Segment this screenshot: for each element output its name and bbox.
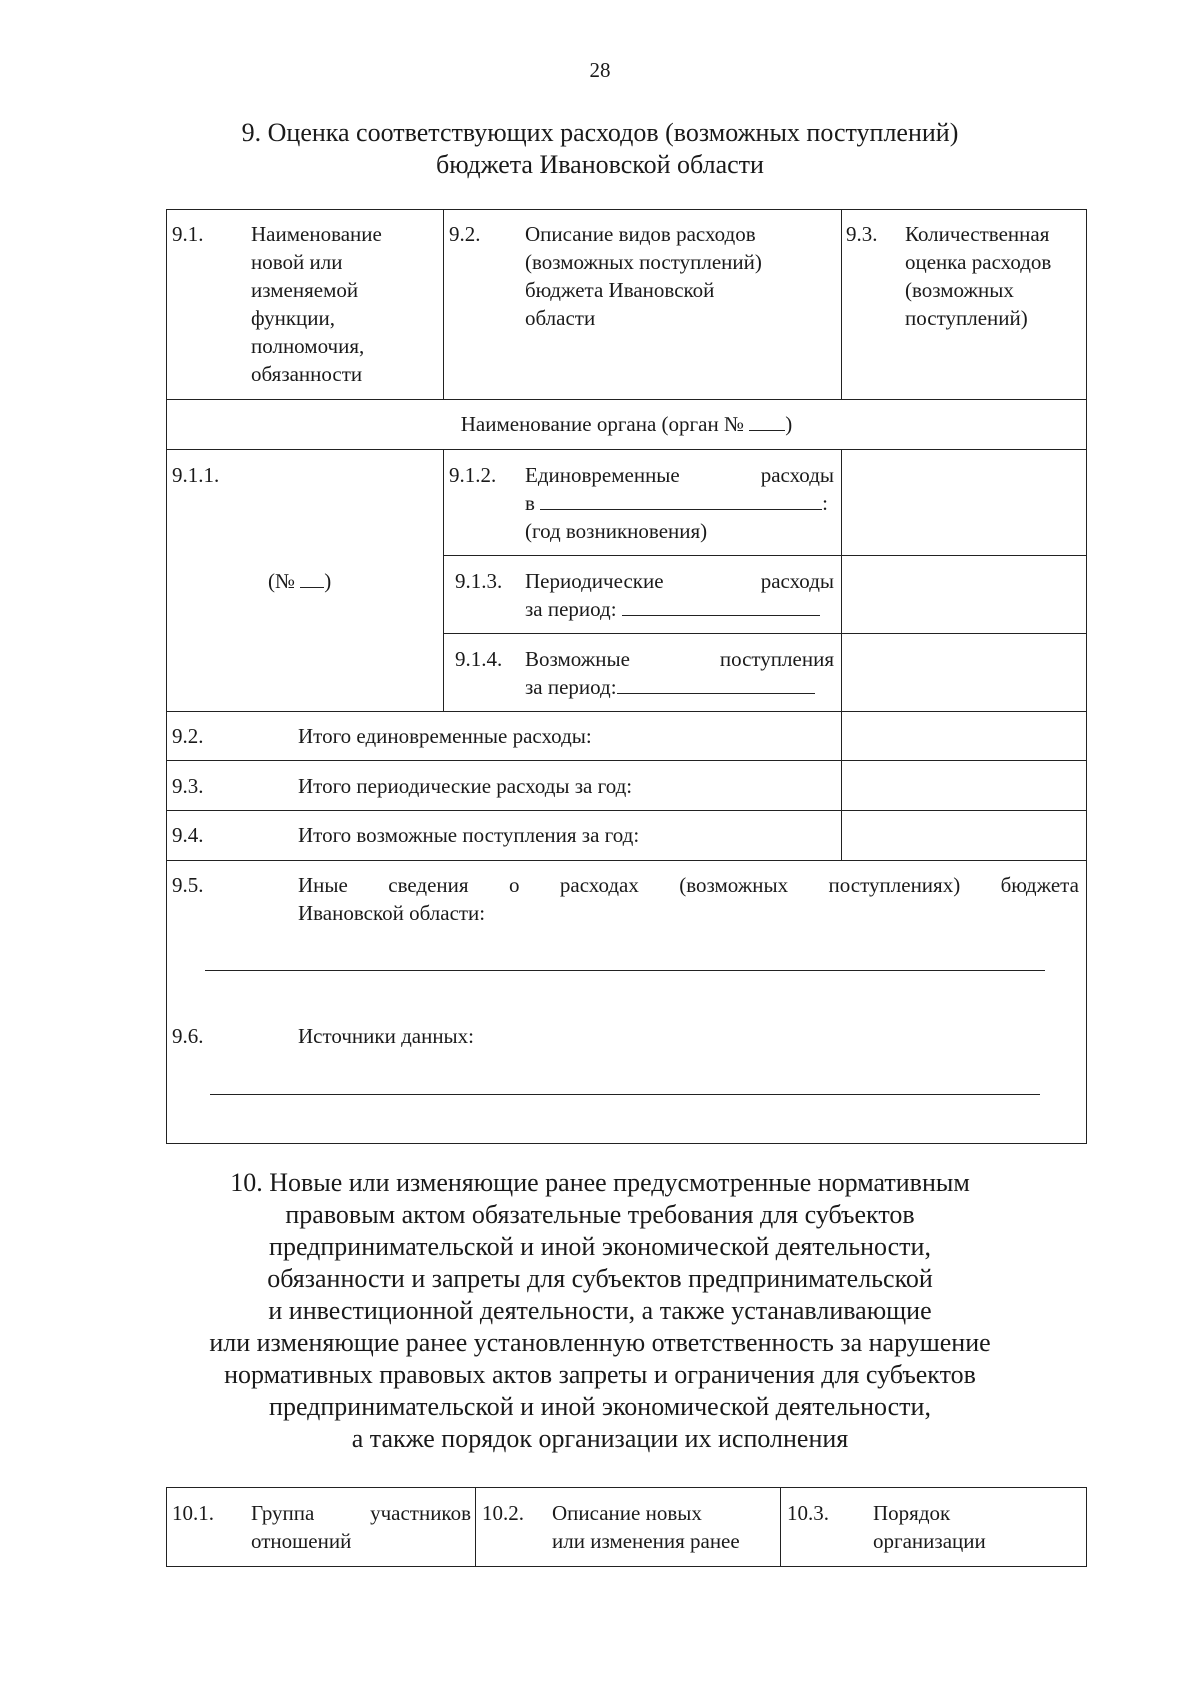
other-info-word: поступлениях) <box>828 873 961 897</box>
col-10-2-header <box>552 1499 740 1555</box>
table-column-rule <box>475 1487 476 1567</box>
item-9-1-4-number: 9.1.4. <box>455 647 503 671</box>
section-9-heading <box>0 117 1200 181</box>
header-line: или изменения ранее <box>552 1529 740 1553</box>
other-info-answer-line <box>205 970 1045 971</box>
total-label: Итого единовременные расходы: <box>298 724 592 748</box>
item-9-1-2-text <box>525 461 834 545</box>
col-10-1-word: Группа <box>251 1501 315 1525</box>
other-info-number: 9.5. <box>172 873 204 897</box>
col-9-1-header <box>251 220 382 388</box>
col-10-1-line-2: отношений <box>251 1529 352 1553</box>
table-rule <box>166 760 1087 761</box>
header-line: Наименование <box>251 222 382 246</box>
item-9-1-2-colon: : <box>822 491 829 515</box>
section-10-heading-line: предпринимательской и иной экономической деятельности, <box>269 1392 931 1421</box>
function-number-prefix: (№ <box>268 569 301 593</box>
other-info-word: Иные <box>298 873 348 897</box>
data-sources-label: Источники данных: <box>298 1024 474 1048</box>
col-10-1-number: 10.1. <box>172 1501 214 1525</box>
header-line: (возможных поступлений) <box>525 250 762 274</box>
item-9-1-3-number: 9.1.3. <box>455 569 503 593</box>
other-info-word: расходах <box>559 873 639 897</box>
header-line: Порядок <box>873 1501 951 1525</box>
section-10-heading-line: а также порядок организации их исполнения <box>351 1424 849 1453</box>
other-info-word: о <box>508 873 520 897</box>
col-9-2-number: 9.2. <box>449 222 481 246</box>
header-line: организации <box>873 1529 986 1553</box>
section-10-heading-line: правовым актом обязательные требования для субъектов <box>285 1200 915 1229</box>
col-10-1-line-1 <box>251 1499 471 1527</box>
col-9-3-number: 9.3. <box>846 222 878 246</box>
item-9-1-2-line-1 <box>525 461 834 489</box>
table-column-rule <box>443 449 444 711</box>
organ-number-blank <box>749 410 785 431</box>
total-number: 9.2. <box>172 724 204 748</box>
col-10-3-number: 10.3. <box>787 1501 829 1525</box>
page-number: 28 <box>589 58 611 82</box>
organ-name-label: Наименование органа (орган № <box>460 412 750 436</box>
section-9-heading-line-1: 9. Оценка соответствующих расходов (возможных поступлений) <box>241 118 959 147</box>
item-9-1-3-word: Периодические <box>525 569 664 593</box>
header-line: Количественная <box>905 222 1050 246</box>
item-9-1-2-word: расходы <box>760 463 834 487</box>
header-line: поступлений) <box>905 306 1028 330</box>
item-9-1-1-number: 9.1.1. <box>172 463 220 487</box>
header-line: Описание видов расходов <box>525 222 756 246</box>
section-10-heading-line: 10. Новые или изменяющие ранее предусмотренные нормативным <box>230 1168 970 1197</box>
organ-name-row <box>166 410 1087 438</box>
other-info-word: сведения <box>388 873 469 897</box>
item-9-1-4-blank <box>617 673 815 694</box>
header-line: изменяемой <box>251 278 359 302</box>
header-line: области <box>525 306 596 330</box>
organ-name-suffix: ) <box>785 412 793 436</box>
data-sources-answer-line <box>210 1094 1040 1095</box>
section-10-heading-line: и инвестиционной деятельности, а также устанавливающие <box>268 1296 932 1325</box>
table-rule <box>443 555 1087 556</box>
table-rule <box>166 810 1087 811</box>
table-rule <box>166 449 1087 450</box>
col-9-1-number: 9.1. <box>172 222 204 246</box>
section-10-heading <box>0 1167 1200 1455</box>
total-label: Итого возможные поступления за год: <box>298 823 640 847</box>
section-10-heading-line: обязанности и запреты для субъектов предпринимательской <box>267 1264 933 1293</box>
header-line: функции, <box>251 306 335 330</box>
item-9-1-3-line-2 <box>525 595 834 623</box>
header-line: новой или <box>251 250 343 274</box>
col-10-2-number: 10.2. <box>482 1501 524 1525</box>
item-9-1-4-word: поступления <box>719 647 834 671</box>
col-9-2-header <box>525 220 762 332</box>
col-10-1-header <box>251 1499 471 1555</box>
table-rule <box>443 633 1087 634</box>
item-9-1-3-word: расходы <box>760 569 834 593</box>
item-9-1-3-blank <box>622 595 820 616</box>
table-column-rule <box>841 449 842 860</box>
col-10-3-header <box>873 1499 986 1555</box>
total-number: 9.3. <box>172 774 204 798</box>
header-line: (возможных <box>905 278 1014 302</box>
item-9-1-2-line-3: (год возникновения) <box>525 519 708 543</box>
total-number: 9.4. <box>172 823 204 847</box>
item-9-1-3-period: за период: <box>525 597 617 621</box>
table-column-rule <box>780 1487 781 1567</box>
header-line: Описание новых <box>552 1501 702 1525</box>
item-9-1-4-line-2 <box>525 673 834 701</box>
header-line: обязанности <box>251 362 363 386</box>
section-10-heading-line: нормативных правовых актов запреты и ограничения для субъектов <box>224 1360 976 1389</box>
header-line: бюджета Ивановской <box>525 278 715 302</box>
function-number-suffix: ) <box>324 569 332 593</box>
table-rule <box>166 399 1087 400</box>
item-9-1-2-blank <box>540 489 822 510</box>
table-column-rule <box>443 209 444 399</box>
header-line: полномочия, <box>251 334 365 358</box>
item-9-1-2-word: Единовременные <box>525 463 680 487</box>
table-rule <box>166 860 1087 861</box>
other-info-word: (возможных <box>679 873 789 897</box>
header-line: оценка расходов <box>905 250 1052 274</box>
item-9-1-2-number: 9.1.2. <box>449 463 497 487</box>
table-rule <box>166 711 1087 712</box>
item-9-1-2-in: в <box>525 491 535 515</box>
function-number-blank <box>300 567 324 588</box>
other-info-line-1 <box>298 871 1079 899</box>
total-label: Итого периодические расходы за год: <box>298 774 633 798</box>
col-10-1-word: участников <box>370 1501 471 1525</box>
section-9-heading-line-2: бюджета Ивановской области <box>436 150 764 179</box>
item-9-1-4-line-1 <box>525 645 834 673</box>
table-column-rule <box>841 209 842 399</box>
other-info-word: бюджета <box>1000 873 1079 897</box>
other-info-line-2: Ивановской области: <box>298 901 486 925</box>
item-9-1-3-line-1 <box>525 567 834 595</box>
item-9-1-2-line-2 <box>525 489 834 517</box>
col-9-3-header <box>905 220 1051 332</box>
item-9-1-4-word: Возможные <box>525 647 630 671</box>
section-10-heading-line: или изменяющие ранее установленную ответственность за нарушение <box>209 1328 991 1357</box>
item-9-1-3-text <box>525 567 834 623</box>
item-9-1-4-text <box>525 645 834 701</box>
item-9-1-1-function-number <box>268 567 331 595</box>
item-9-1-4-period: за период: <box>525 675 617 699</box>
data-sources-number: 9.6. <box>172 1024 204 1048</box>
section-10-heading-line: предпринимательской и иной экономической деятельности, <box>269 1232 931 1261</box>
